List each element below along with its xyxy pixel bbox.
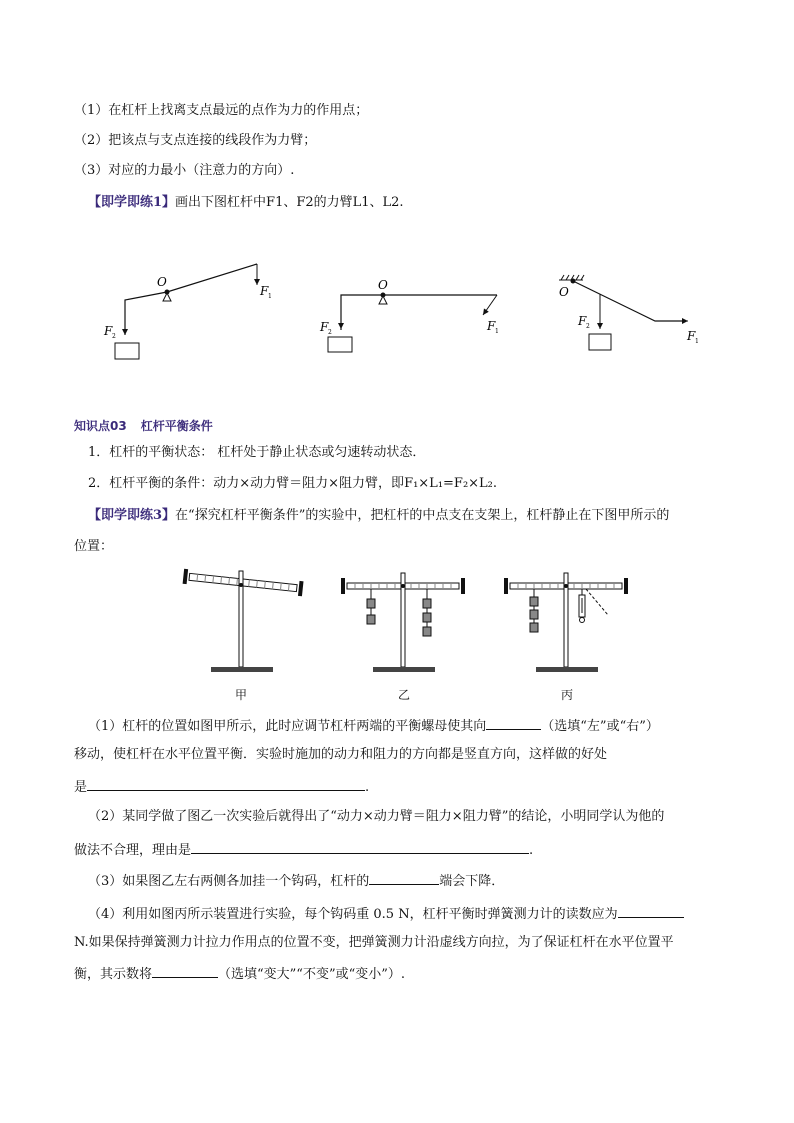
right-weights	[423, 589, 431, 636]
question-1-line-1	[88, 716, 659, 736]
balance-formula: F₁×L₁=F₂×L₂.	[404, 476, 498, 491]
caption-yi: 乙	[398, 688, 411, 702]
pivot-point	[239, 583, 243, 587]
question-1-end: .	[365, 780, 370, 795]
method-step-1: （1）在杠杆上找离支点最远的点作为力的作用点；	[74, 103, 369, 118]
question-1-text-a: （1）杠杆的位置如图甲所示，此时应调节杠杆两端的平衡螺母使其向	[88, 719, 487, 734]
lever-body	[573, 281, 683, 321]
experiment-figure-yi	[337, 565, 472, 685]
lever-body	[341, 295, 497, 330]
balance-state: 1．杠杆的平衡状态： 杠杆处于静止状态或匀速转动状态．	[88, 445, 426, 460]
f1-sub: 1	[268, 293, 272, 300]
answer-blank-q4-reading[interactable]	[618, 904, 684, 918]
answer-blank-q2-reason[interactable]	[191, 840, 529, 854]
left-weights	[530, 589, 538, 632]
spring-scale	[579, 589, 585, 623]
question-1-line-2: 移动，使杠杆在水平位置平衡．实验时施加的动力和阻力的方向都是竖直方向，这样做的好处	[74, 747, 608, 762]
f2-label: F	[578, 314, 587, 328]
exercise1-line	[88, 194, 404, 212]
answer-blank-q1-direction[interactable]	[486, 716, 541, 730]
question-3-text-b: 端会下降．	[439, 874, 505, 889]
fulcrum-triangle	[163, 293, 171, 301]
question-2-line-1: （2）某同学做了图乙一次实验后就得出了“动力×动力臂＝阻力×阻力臂”的结论，小明同学认为他的	[88, 809, 665, 824]
question-3-text-a: （3）如果图乙左右两侧各加挂一个钩码，杠杆的	[88, 874, 370, 889]
f1-arrow	[483, 295, 497, 315]
weight-box	[115, 343, 139, 359]
weight-box	[589, 334, 611, 350]
stand-base	[536, 667, 598, 672]
section-heading	[74, 417, 227, 434]
question-2-line-2	[74, 840, 533, 860]
question-4-text-a: （4）利用如图丙所示装置进行实验，每个钩码重 0.5 N，杠杆平衡时弹簧测力计的读数应为	[88, 907, 618, 922]
f1-sub: 1	[695, 338, 699, 345]
section-number: 知识点03	[74, 419, 127, 433]
caption-bing: 丙	[561, 688, 574, 702]
answer-blank-q3-side[interactable]	[369, 871, 439, 885]
weight-box	[328, 337, 352, 352]
stand-base	[373, 667, 435, 672]
question-1-text-d: 是	[74, 780, 88, 795]
lever-body	[125, 264, 257, 335]
f2-sub: 2	[586, 323, 590, 330]
dashed-direction-line	[586, 589, 608, 615]
experiment-figure-jia	[175, 565, 310, 685]
fulcrum-triangle	[379, 296, 387, 304]
stand-base	[211, 667, 273, 672]
experiment-figure-bing	[500, 565, 635, 685]
exercise1-tag: 【即学即练1】	[88, 195, 176, 210]
exercise3-line	[88, 507, 669, 525]
balance-condition	[88, 475, 497, 493]
f1-label: F	[687, 329, 696, 343]
exercise1-text: 画出下图杠杆中F1、F2的力臂L1、L2.	[175, 195, 404, 210]
f2-label: F	[104, 324, 113, 338]
exercise3-line-2: 位置：	[74, 539, 114, 554]
method-step-3: （3）对应的力最小（注意力的方向）.	[74, 163, 295, 178]
f1-sub: 1	[495, 328, 499, 335]
question-4-text-d: （选填“变大”“不变”或“变小”）.	[218, 967, 406, 982]
f1-label: F	[260, 284, 269, 298]
lever-diagram-1	[95, 255, 285, 370]
exercise3-tag: 【即学即练3】	[88, 508, 176, 523]
pivot-label: O	[559, 285, 569, 299]
pivot-label: O	[157, 275, 167, 289]
left-weights	[367, 589, 375, 624]
question-4-line-3	[74, 964, 405, 984]
lever-diagram-2	[315, 275, 515, 360]
balance-condition-text: 2．杠杆平衡的条件：动力×动力臂＝阻力×阻力臂，即	[88, 476, 405, 491]
question-1-line-3	[74, 777, 369, 797]
f2-label: F	[320, 320, 329, 334]
section-title: 杠杆平衡条件	[140, 419, 213, 433]
question-1-text-b: （选填“左”或“右”）	[541, 719, 659, 734]
question-2-end: .	[529, 843, 534, 858]
f1-label: F	[487, 319, 496, 333]
exercise3-text: 在“探究杠杆平衡条件”的实验中，把杠杆的中点支在支架上，杠杆静止在下图甲所示的	[175, 508, 670, 523]
pivot-point	[571, 279, 576, 284]
question-4-line-1	[88, 904, 684, 924]
lever-diagram-3	[555, 272, 715, 357]
answer-blank-q1-benefit[interactable]	[87, 777, 365, 791]
answer-blank-q4-change[interactable]	[152, 964, 218, 978]
question-3-line	[88, 871, 504, 891]
question-4-line-2: N.如果保持弹簧测力计拉力作用点的位置不变，把弹簧测力计沿虚线方向拉，为了保证杠杆在水平位置平	[74, 935, 674, 950]
pivot-label: O	[378, 278, 388, 292]
caption-jia: 甲	[235, 688, 248, 702]
method-step-2: （2）把该点与支点连接的线段作为力臂；	[74, 133, 317, 148]
question-4-text-c: 衡，其示数将	[74, 967, 153, 982]
f2-sub: 2	[328, 329, 332, 336]
f2-sub: 2	[112, 333, 116, 340]
question-2-text-b: 做法不合理，理由是	[74, 843, 192, 858]
